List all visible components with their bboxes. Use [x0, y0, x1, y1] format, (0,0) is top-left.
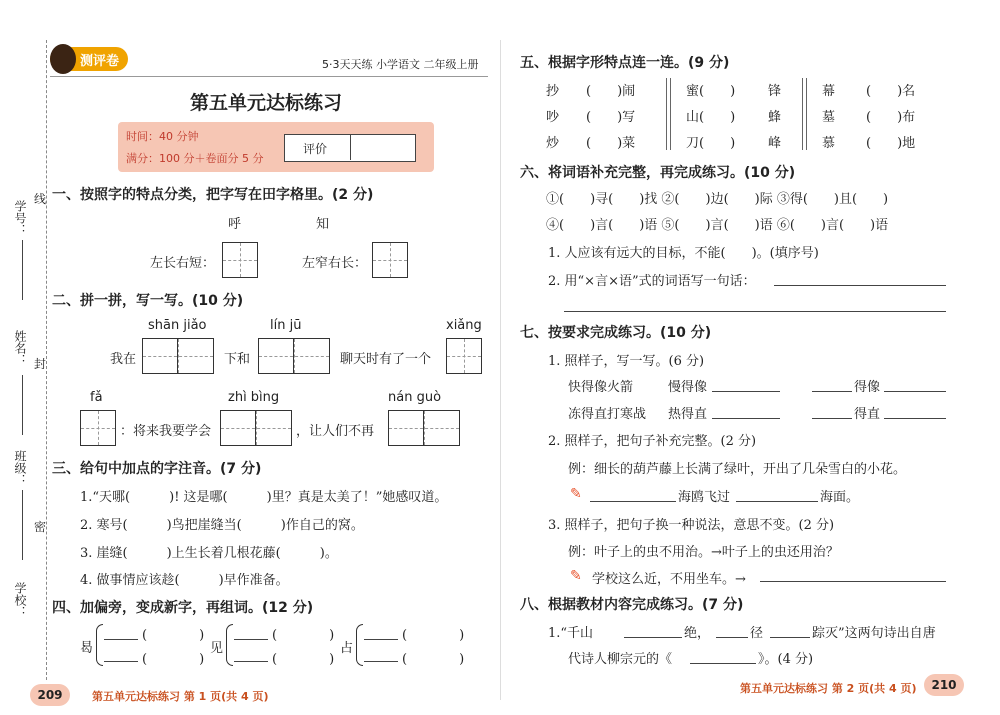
s5-c1-r1: 抄	[546, 84, 560, 99]
s8-q1a: 1.“千山	[548, 626, 594, 641]
s8-q1c: 径	[750, 626, 764, 641]
s5-c1b-r2[interactable]: ( )写	[586, 110, 636, 125]
s8-blank-4[interactable]	[690, 662, 756, 664]
s4-paren-3b[interactable]: ( )	[402, 652, 465, 667]
s4-char-2: 见	[210, 641, 224, 656]
side-blank-1[interactable]	[22, 240, 23, 300]
s5-c2-r1[interactable]: 蜜( )	[686, 84, 736, 99]
s7-ex1c: 得像	[854, 380, 881, 395]
s2-grid-4[interactable]	[80, 410, 116, 446]
s2-pinyin-1: shān jiǎo	[148, 318, 207, 333]
side-label-xuexiao: 学校：	[13, 582, 27, 618]
score-info: 满分：100 分＋卷面分 5 分	[126, 152, 264, 165]
pencil-icon-2: ✎	[570, 568, 582, 584]
s4-paren-1a[interactable]: ( )	[142, 628, 205, 643]
s7-q1: 1. 照样子，写一写。(6 分)	[548, 354, 705, 369]
footer-left-number: 209	[30, 684, 70, 706]
s7-ex2b: 热得直	[668, 407, 708, 422]
s7-example-2: 例：细长的葫芦藤上长满了绿叶，开出了几朵雪白的小花。	[568, 462, 907, 477]
s3-line-1: 1.“天哪( )! 这是哪( )里？真是太美了！”她感叹道。	[80, 490, 448, 505]
s5-c4-r1: 幕	[822, 84, 836, 99]
side-label-xingming: 姓名：	[13, 330, 27, 366]
s6-q1: 1. 人应该有远大的目标，不能( )。(填序号)	[548, 246, 819, 261]
s2-grid-6[interactable]	[388, 410, 460, 446]
s8-q1d: 踪灭”这两句诗出自唐	[812, 626, 936, 641]
s2-text-4: ：将来我要学会	[120, 424, 212, 439]
s6-q2: 2. 用“×言×语”式的词语写一句话：	[548, 274, 756, 289]
s5-c4b-r2[interactable]: ( )布	[866, 110, 916, 125]
s7-blank-2b[interactable]	[812, 417, 852, 419]
s4-paren-2b[interactable]: ( )	[272, 652, 335, 667]
s8-blank-2[interactable]	[716, 636, 748, 638]
footer-right-number: 210	[924, 674, 964, 696]
s7-blank-1c[interactable]	[884, 390, 946, 392]
s7-fill-3-text: 学校这么近，不用坐车。→	[592, 572, 746, 587]
s5-c3-r1: 锋	[768, 84, 782, 99]
s7-ex2c: 得直	[854, 407, 881, 422]
s6-row-1[interactable]: ①( )寻( )找 ②( )边( )际 ③得( )且( )	[546, 192, 889, 207]
s2-pinyin-5: zhì bìng	[228, 390, 280, 405]
s6-q2-blank-1[interactable]	[774, 284, 946, 286]
s7-title: 七、按要求完成练习。(10 分)	[520, 325, 712, 341]
s4-paren-2a[interactable]: ( )	[272, 628, 335, 643]
page-title: 第五单元达标练习	[190, 92, 343, 114]
s2-pinyin-6: nán guò	[388, 390, 442, 405]
s7-example-3: 例：叶子上的虫不用治。→叶子上的虫还用治？	[568, 545, 839, 560]
s7-fill-3[interactable]	[760, 580, 946, 582]
s8-q1f: 》。(4 分)	[758, 652, 814, 667]
s5-c4b-r1[interactable]: ( )名	[866, 84, 916, 99]
s5-divider-1b	[670, 78, 671, 150]
s4-paren-1b[interactable]: ( )	[142, 652, 205, 667]
s2-text-1: 我在	[110, 352, 137, 367]
s1-title: 一、按照字的特点分类，把字写在田字格里。(2 分)	[52, 187, 374, 203]
s7-blank-2a[interactable]	[712, 417, 780, 419]
pencil-icon: ✎	[570, 486, 582, 502]
s1-label-left: 左长右短：	[150, 256, 216, 271]
header-rule	[50, 76, 488, 77]
s5-c1-r2: 吵	[546, 110, 560, 125]
s4-brace-2	[226, 624, 233, 666]
s4-title: 四、加偏旁，变成新字，再组词。(12 分)	[52, 600, 314, 616]
s4-blank-3b[interactable]	[364, 660, 398, 662]
s5-title: 五、根据字形特点连一连。(9 分)	[520, 55, 730, 71]
s8-blank-1[interactable]	[624, 636, 682, 638]
s5-c1-r3: 炒	[546, 136, 560, 151]
s2-text-2: 下和	[224, 352, 251, 367]
s4-brace-3	[356, 624, 363, 666]
s2-grid-3[interactable]	[446, 338, 482, 374]
s5-divider-1	[666, 78, 667, 150]
s1-char-hu: 呼	[228, 217, 242, 232]
s1-char-zhi: 知	[316, 217, 330, 232]
s4-blank-3a[interactable]	[364, 638, 398, 640]
s6-title: 六、将词语补充完整，再完成练习。(10 分)	[520, 165, 796, 181]
s4-blank-2b[interactable]	[234, 660, 268, 662]
s1-grid-1[interactable]	[222, 242, 258, 278]
s4-brace-1	[96, 624, 103, 666]
s4-char-3: 占	[340, 641, 354, 656]
time-info: 时间：40 分钟	[126, 130, 199, 143]
s8-blank-3[interactable]	[770, 636, 810, 638]
s3-title: 三、给句中加点的字注音。(7 分)	[52, 461, 262, 477]
s7-blank-1a[interactable]	[712, 390, 780, 392]
s2-title: 二、拼一拼，写一写。(10 分)	[52, 293, 244, 309]
s2-pinyin-2: lín jū	[270, 318, 302, 333]
s5-c4-r2: 墓	[822, 110, 836, 125]
s2-grid-5[interactable]	[220, 410, 292, 446]
s7-blank-2c[interactable]	[884, 417, 946, 419]
s5-c3-r3: 峰	[768, 136, 782, 151]
s1-label-right: 左窄右长：	[302, 256, 368, 271]
s7-blank-1b[interactable]	[812, 390, 852, 392]
s5-c4b-r3[interactable]: ( )地	[866, 136, 916, 151]
s6-q2-blank-2[interactable]	[564, 310, 946, 312]
s5-c1b-r3[interactable]: ( )菜	[586, 136, 636, 151]
s7-q3: 3. 照样子，把句子换一种说法，意思不变。(2 分)	[548, 518, 835, 533]
side-label-mi: 密	[34, 520, 47, 534]
side-blank-3[interactable]	[22, 490, 23, 560]
side-label-xuehao: 学号：	[13, 200, 27, 236]
s4-paren-3a[interactable]: ( )	[402, 628, 465, 643]
badge-label: 测评卷	[80, 54, 120, 69]
s4-char-1: 曷	[80, 641, 94, 656]
s7-fill-2b-text: 海面。	[820, 490, 860, 505]
binding-line	[46, 40, 47, 680]
s1-grid-2[interactable]	[372, 242, 408, 278]
s5-c4-r3: 慕	[822, 136, 836, 151]
side-label-feng: 封	[34, 357, 47, 371]
s4-blank-1a[interactable]	[104, 638, 138, 640]
s5-divider-2	[802, 78, 803, 150]
s2-grid-1[interactable]	[142, 338, 214, 374]
s8-q1b: 绝，	[684, 626, 711, 641]
eval-divider	[350, 134, 351, 160]
s2-text-3: 聊天时有了一个	[340, 352, 432, 367]
eval-label: 评价	[303, 142, 328, 156]
mascot-icon	[50, 44, 76, 74]
s3-line-2: 2. 寒号( )鸟把崖缝当( )作自己的窝。	[80, 518, 364, 533]
footer-left-text: 第五单元达标练习 第 1 页(共 4 页)	[92, 690, 269, 703]
s6-row-2[interactable]: ④( )言( )语 ⑤( )言( )语 ⑥( )言( )语	[546, 218, 889, 233]
s7-ex1a: 快得像火箭	[568, 380, 634, 395]
s5-c3-r2: 蜂	[768, 110, 782, 125]
s3-line-3: 3. 崖缝( )上生长着几根花藤( )。	[80, 546, 338, 561]
s7-ex2a: 冻得直打寒战	[568, 407, 647, 422]
s7-q2: 2. 照样子，把句子补充完整。(2 分)	[548, 434, 757, 449]
series-label: 5·3天天练 小学语文 二年级上册	[322, 58, 479, 71]
side-label-xian: 线	[34, 192, 47, 206]
s4-blank-1b[interactable]	[104, 660, 138, 662]
side-label-banji: 班级：	[13, 450, 27, 486]
s8-q1e: 代诗人柳宗元的《	[568, 652, 673, 667]
s7-ex1b: 慢得像	[668, 380, 708, 395]
s5-c2-r3[interactable]: 刀( )	[686, 136, 736, 151]
footer-right-text: 第五单元达标练习 第 2 页(共 4 页)	[740, 682, 917, 695]
side-blank-2[interactable]	[22, 375, 23, 435]
s7-fill-2a-text: 海鸥飞过	[678, 490, 731, 505]
s8-title: 八、根据教材内容完成练习。(7 分)	[520, 597, 744, 613]
s3-line-4: 4. 做事情应该趁( )早作准备。	[80, 573, 289, 588]
s5-c1b-r1[interactable]: ( )闹	[586, 84, 636, 99]
s5-c2-r2[interactable]: 山( )	[686, 110, 736, 125]
s2-pinyin-4: fǎ	[90, 390, 103, 405]
s7-fill-2b[interactable]	[736, 500, 818, 502]
s2-pinyin-3: xiǎng	[446, 318, 482, 333]
s2-grid-2[interactable]	[258, 338, 330, 374]
s4-blank-2a[interactable]	[234, 638, 268, 640]
s5-divider-2b	[806, 78, 807, 150]
s7-fill-2a[interactable]	[590, 500, 676, 502]
s2-text-5: ，让人们不再	[296, 424, 375, 439]
page-divider	[500, 40, 501, 700]
